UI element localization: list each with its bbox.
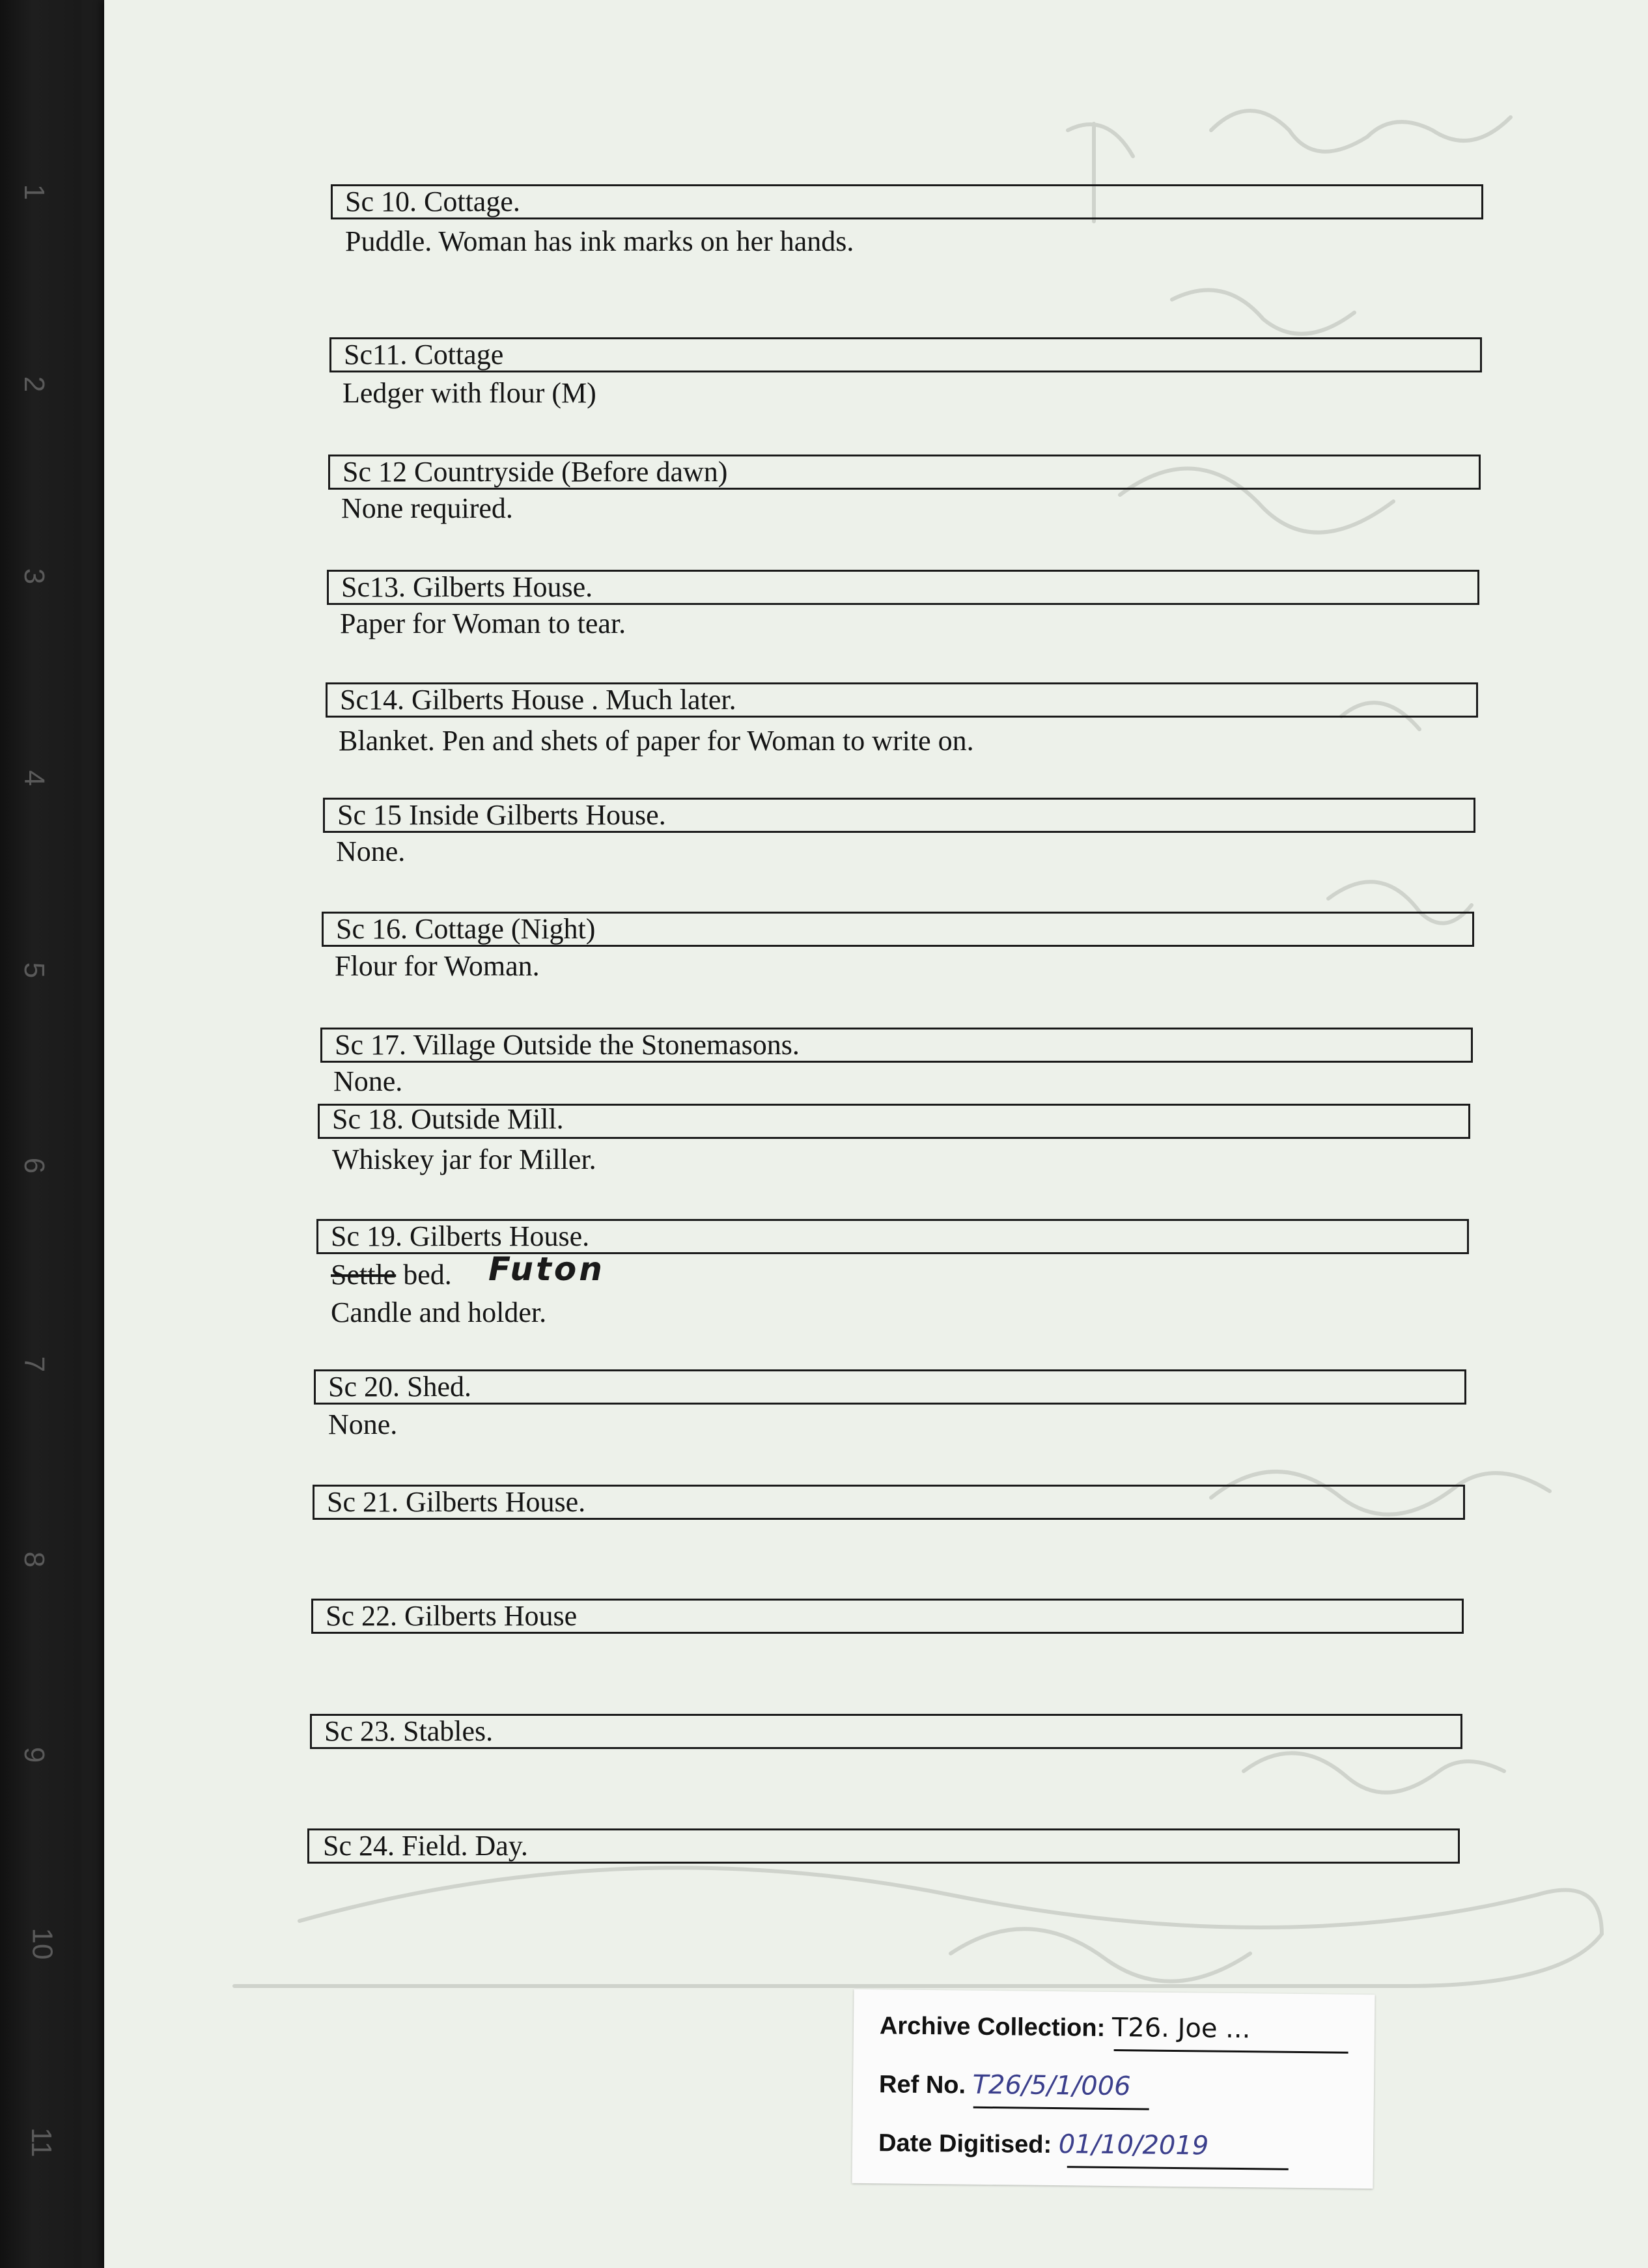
ref-no-label: Ref No. <box>878 2071 966 2099</box>
date-underline <box>1067 2166 1289 2170</box>
scene-heading: Sc 10. Cottage. <box>345 186 520 217</box>
scene-heading: Sc 19. Gilberts House. <box>331 1220 590 1252</box>
scene-props: None. <box>336 835 406 867</box>
scene-heading: Sc 12 Countryside (Before dawn) <box>342 456 728 488</box>
date-digitised-label: Date Digitised: <box>878 2129 1052 2159</box>
scene-heading: Sc 18. Outside Mill. <box>332 1103 564 1135</box>
scene-heading: Sc 17. Village Outside the Stonemasons. <box>335 1029 800 1061</box>
archive-collection-value: T26. Joe ... <box>1111 2012 1251 2045</box>
archive-label <box>852 1989 1375 2189</box>
ruler-tick: 5 <box>18 962 51 979</box>
scene-props <box>331 1258 452 1291</box>
date-digitised-value: 01/10/2019 <box>1058 2129 1209 2161</box>
scene-props: None. <box>328 1408 398 1440</box>
struck-word: Settle <box>331 1259 397 1291</box>
ruler-tick: 6 <box>18 1157 51 1174</box>
scene-heading: Sc14. Gilberts House . Much later. <box>340 684 736 716</box>
scene-heading: Sc 20. Shed. <box>328 1371 471 1403</box>
measuring-ruler <box>0 0 81 2268</box>
scene-props: Ledger with flour (M) <box>342 377 596 409</box>
ref-underline <box>973 2107 1149 2110</box>
ruler-tick: 2 <box>18 376 51 393</box>
scene-heading: Sc 15 Inside Gilberts House. <box>337 799 666 831</box>
scene-props: None. <box>333 1065 403 1097</box>
props-text: bed. <box>396 1259 452 1291</box>
scene-props: Puddle. Woman has ink marks on her hands. <box>345 225 854 257</box>
ruler-tick: 7 <box>18 1356 51 1373</box>
scene-props: Blanket. Pen and shets of paper for Woman to write on. <box>339 725 974 757</box>
scene-heading-box <box>314 1369 1466 1405</box>
scene-heading: Sc 23. Stables. <box>324 1715 494 1747</box>
archive-collection-label: Archive Collection: <box>879 2012 1106 2042</box>
scene-props: Paper for Woman to tear. <box>340 608 626 639</box>
scene-heading: Sc 16. Cottage (Night) <box>336 913 596 945</box>
scene-props: Candle and holder. <box>331 1296 547 1328</box>
scene-heading: Sc13. Gilberts House. <box>341 571 593 603</box>
ruler-tick: 1 <box>18 184 51 201</box>
ruler-tick: 8 <box>18 1551 51 1568</box>
scene-props: None required. <box>341 492 513 524</box>
ruler-tick: 9 <box>18 1746 51 1763</box>
scene-heading: Sc 21. Gilberts House. <box>327 1486 586 1518</box>
scene-props: Whiskey jar for Miller. <box>332 1143 596 1175</box>
scene-props: Flour for Woman. <box>335 950 540 982</box>
document-page <box>104 0 1648 2268</box>
ruler-tick: 10 <box>26 1927 59 1960</box>
scene-heading: Sc 22. Gilberts House <box>326 1600 578 1632</box>
collection-underline <box>1114 2049 1348 2054</box>
ruler-tick: 11 <box>25 2127 57 2157</box>
scene-heading: Sc 24. Field. Day. <box>323 1830 528 1862</box>
ruler-tick: 4 <box>18 770 51 787</box>
handwritten-correction: Futon <box>488 1250 605 1288</box>
scene-heading: Sc11. Cottage <box>344 339 504 371</box>
ref-no-value: T26/5/1/006 <box>972 2069 1131 2102</box>
ruler-tick: 3 <box>18 568 51 585</box>
